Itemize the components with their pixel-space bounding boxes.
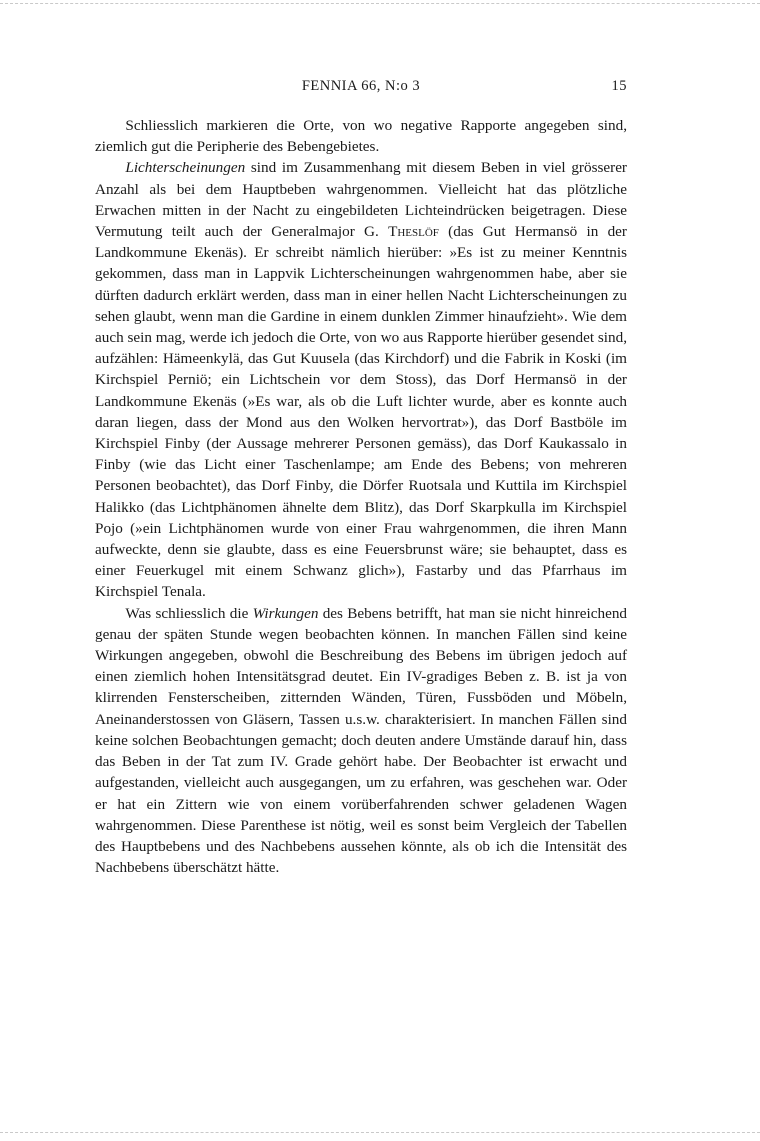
paragraph-wirkungen: [95, 603, 627, 879]
scan-edge-bottom: [0, 1132, 760, 1134]
paragraph-text: Was schliesslich die: [125, 604, 253, 622]
paragraph-lichterscheinungen: [95, 157, 627, 602]
page-number: 15: [611, 78, 627, 94]
paragraph-peripherie: [95, 115, 627, 157]
page-header: [95, 78, 627, 100]
section-term-wirkungen: Wirkungen: [252, 604, 319, 622]
scan-edge-top: [0, 3, 760, 5]
running-title: FENNIA 66, N:o 3: [301, 78, 421, 94]
author-name: Theslöf: [388, 223, 439, 241]
body-text: [95, 115, 627, 878]
paragraph-text: (das Gut Hermansö in der Landkommune Ekenäs). Er schreibt nämlich hierüber: »Es ist zu meiner Kenntnis gekommen, dass man in Lappvik Lichterscheinungen wahrgenommen habe, aber sie dürften dadurch erklärt werden, dass man in einer hellen Nacht Lichterscheinungen zu sehen glaubt, wenn man die Gardine in einem dunklen Zimmer hinaufzieht». Wie dem auch sein mag, werde ich jedoch die Orte, von wo aus Rapporte hierüber gesendet sind, aufzählen: Hämeenkylä, das Gut Kuusela (das Kirchdorf) und die Fabrik in Koski (im Kirchspiel Perniö; ein Lichtschein vor dem Stoss), das Dorf Hermansö in der Landkommune Ekenäs (»Es war, als ob die Luft lichter wurde, aber es konnte auch daran liegen, dass der Mond aus den Wolken hervortrat»), das Dorf Bastböle im Kirchspiel Finby (der Aussage mehrerer Personen gemäss), das Dorf Kaukassalo in Finby (wie das Licht einer Taschenlampe; am Ende des Bebens; von mehreren Personen beobachtet), das Dorf Finby, die Dörfer Ruotsala und Kuttila im Kirchspiel Halikko (das Lichtphänomen ähnelte dem Blitz), das Dorf Skarpkulla im Kirchspiel Pojo (»ein Lichtphänomen wurde von einer Frau wahrgenommen, die ihren Mann aufweckte, denn sie glaubte, dass es eine Feuersbrunst wäre; sie behauptet, dass es einer Feuerkugel mit einem Schwanz glich»), Fastarby und das Pfarrhaus im Kirchspiel Tenala.: [95, 223, 627, 601]
paragraph-text: sind im Zusammenhang mit diesem Beben in viel grösserer Anzahl als bei dem Hauptbeben wahrgenommen. Vielleicht hat das plötzliche Erwachen mitten in der Nacht zu eingebildeten Lichteindrücken beigetragen. Diese Vermutung teilt auch der Generalmajor G.: [95, 159, 627, 241]
section-term-lichterscheinungen: Lichterscheinungen: [125, 159, 246, 177]
paragraph-text: Schliesslich markieren die Orte, von wo negative Rapporte angegeben sind, ziemlich gut die Peripherie des Bebengebietes.: [95, 117, 627, 156]
paragraph-text: des Bebens betrifft, hat man sie nicht hinreichend genau der späten Stunde wegen beobachten können. In manchen Fällen sind keine Wirkungen angegeben, obwohl die Beschreibung des Bebens im übrigen jedoch auf einen ziemlich hohen Intensitätsgrad deutet. Ein IV-gradiges Beben z. B. ist ja von klirrenden Fensterscheiben, zitternden Wänden, Türen, Fussböden und Möbeln, Aneinanderstossen von Gläsern, Tassen u.s.w. charakterisiert. In manchen Fällen sind keine solchen Beobachtungen gemacht; doch deuten andere Umstände darauf hin, dass das Beben in der Tat zum IV. Grade gehört habe. Der Beobachter ist erwacht und aufgestanden, vielleicht auch ausgegangen, um zu erfahren, was geschehen war. Oder er hat ein Zittern wie von einem vorüberfahrenden schwer geladenen Wagen wahrgenommen. Diese Parenthese ist nötig, weil es sonst beim Vergleich der Tabellen des Hauptbebens und des Nachbebens aussehen könnte, als ob ich die Intensität des Nachbebens überschätzt hätte.: [95, 604, 628, 877]
